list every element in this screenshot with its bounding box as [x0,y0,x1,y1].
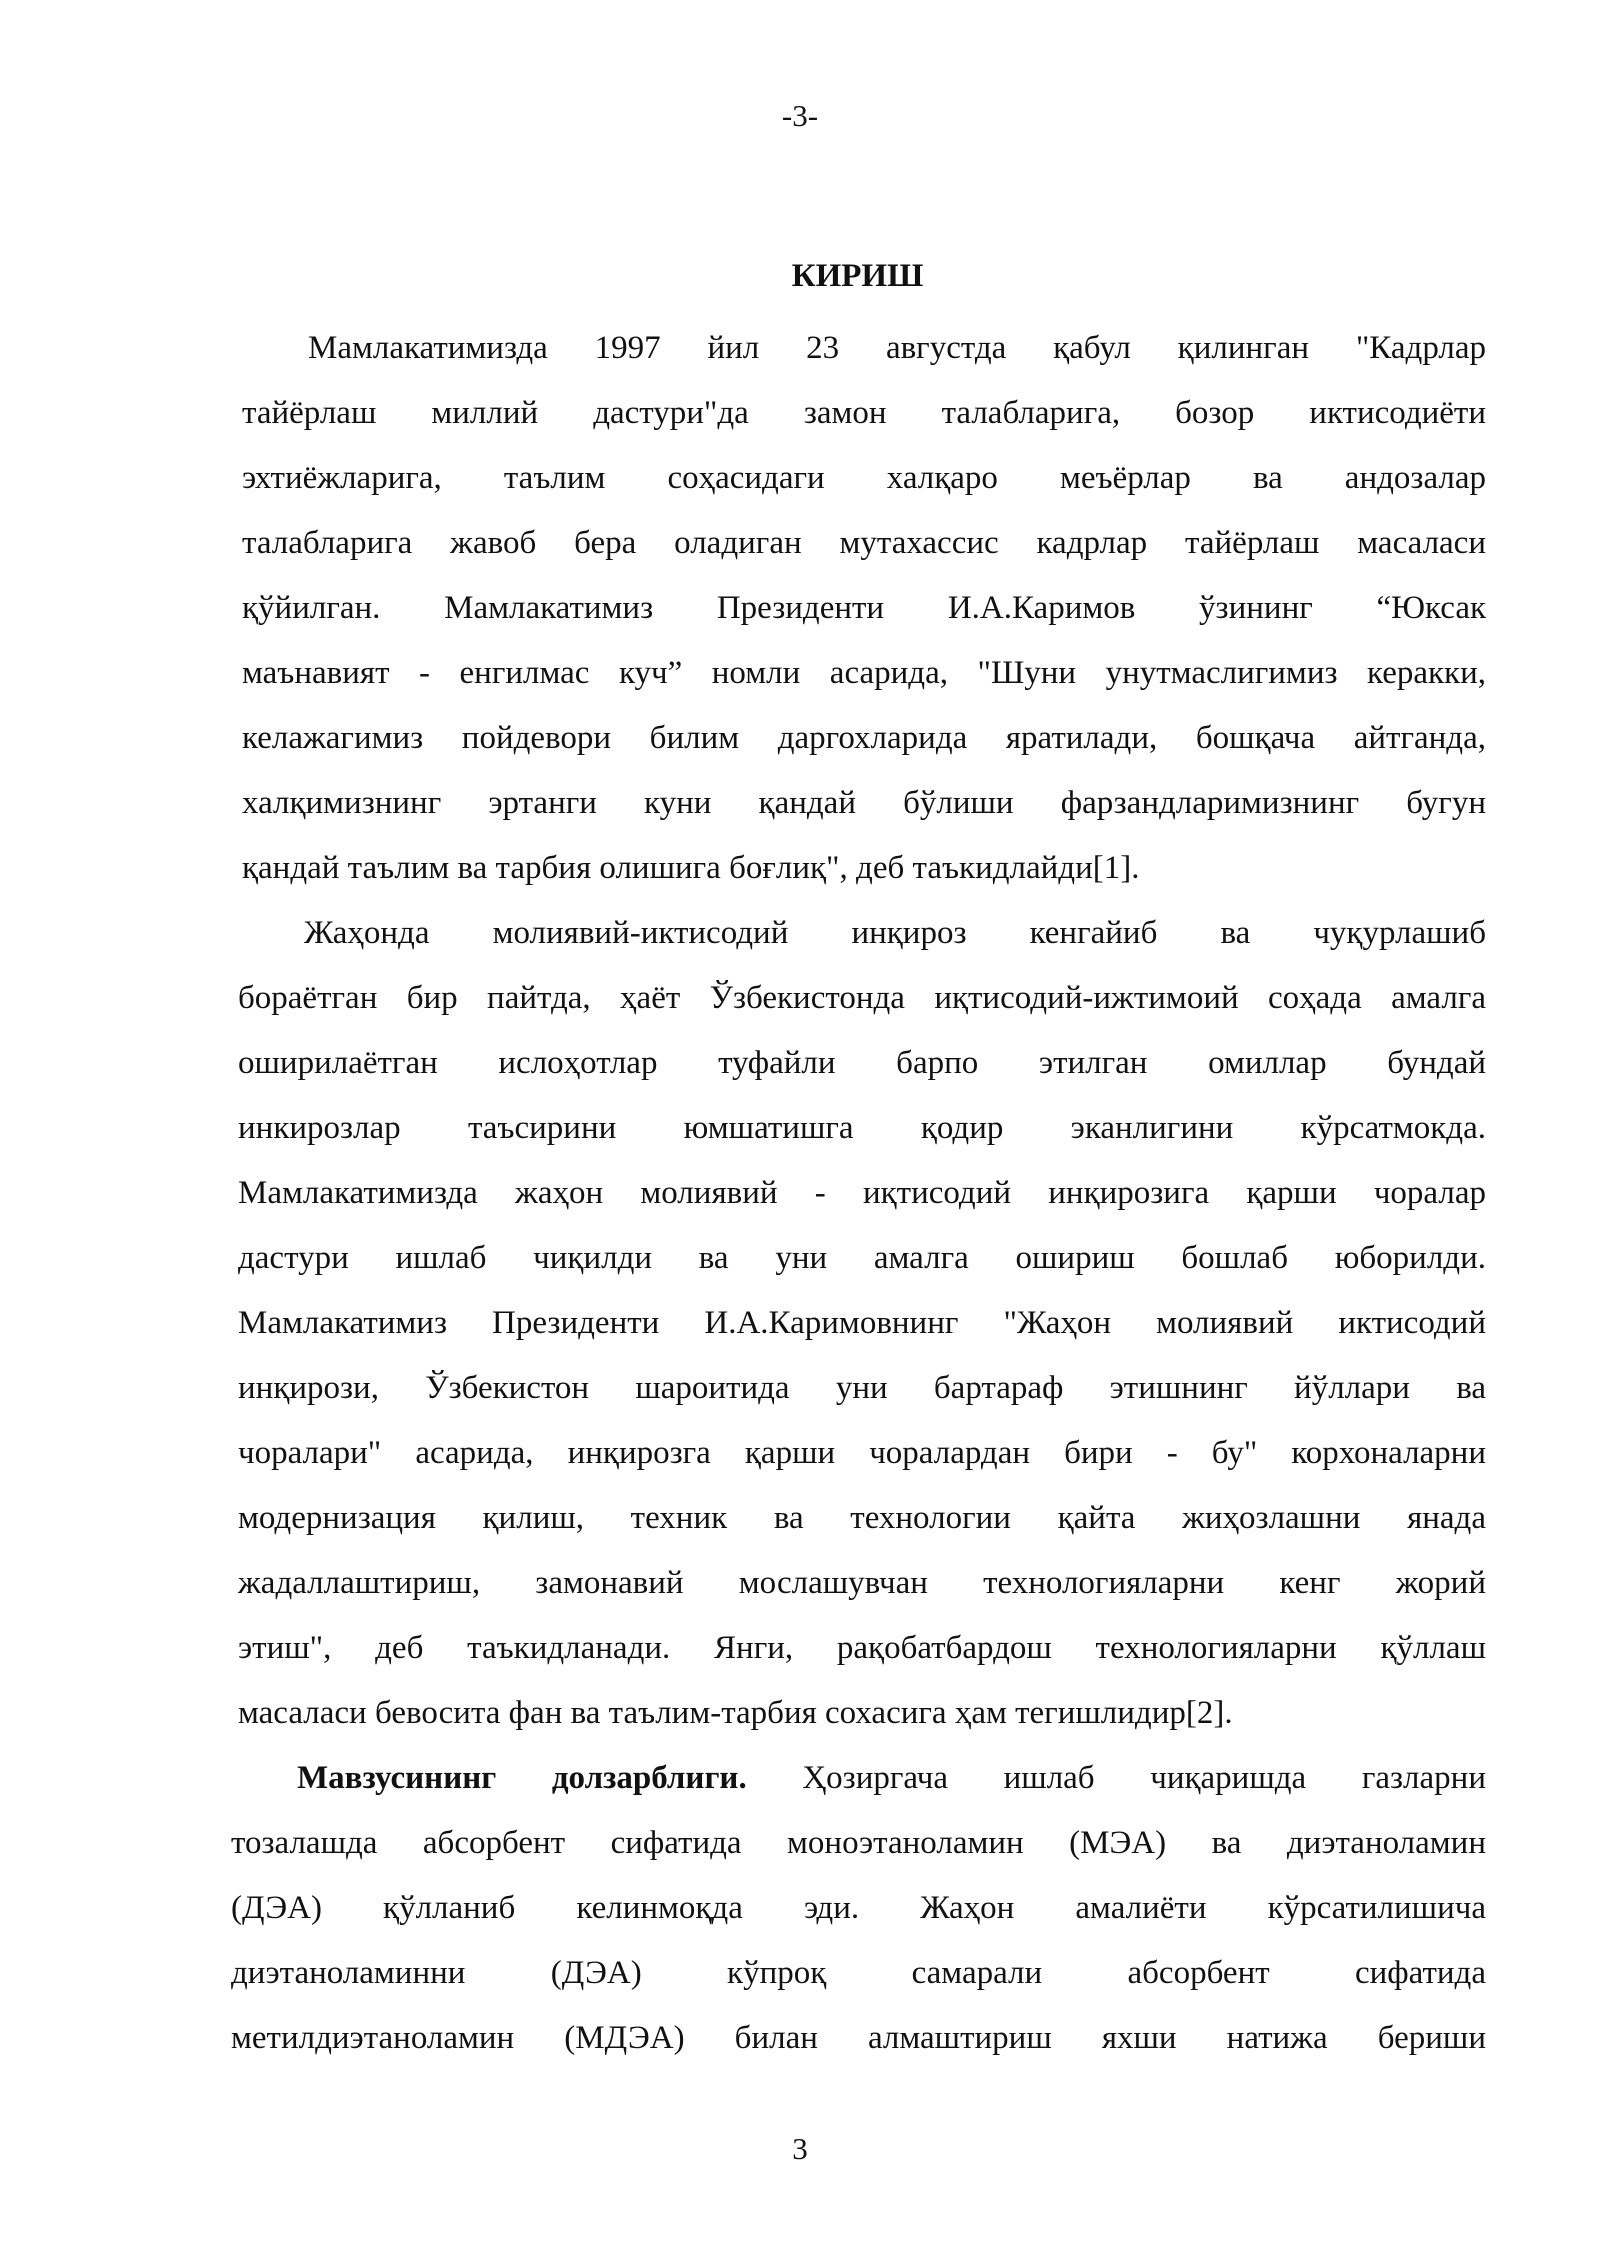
text-line: халқимизнинг эртанги куни қандай бўлиши фарзандларимизнинг бугун [242,785,1486,821]
text-line: талабларига жавоб бера оладиган мутахассис кадрлар тайёрлаш масаласи [242,525,1486,561]
text-line: этиш", деб таъкидланади. Янги, рақобатбардош технологияларни қўллаш [238,1630,1486,1666]
page-number: 3 [792,2131,808,2166]
text-line: қўйилган. Мамлакатимиз Президенти И.А.Каримов ўзининг “Юксак [242,590,1486,626]
text-line: диэтаноламинни (ДЭА) кўпроқ самарали абсорбент сифатида [231,1955,1486,1991]
text-line: жадаллаштириш, замонавий мослашувчан технологияларни кенг жорий [238,1565,1486,1601]
text-line [231,1746,1486,1811]
text-line: инқирози, Ўзбекистон шароитида уни бартараф этишнинг йўллари ва [238,1370,1486,1406]
paragraph-introduction [238,316,1486,901]
relevance-heading: Мавзусининг долзарблиги. [297,1760,747,1796]
text-line: дастури ишлаб чиқилди ва уни амалга ошириш бошлаб юборилди. [238,1240,1486,1276]
text-line: чоралари" асарида, инқирозга қарши чоралардан бири - бу" корхоналарни [238,1435,1486,1471]
text-line: Мамлакатимизда 1997 йил 23 августда қабул қилинган "Кадрлар [308,330,1486,366]
text-line: тозалашда абсорбент сифатида моноэтаноламин (МЭА) ва диэтаноламин [231,1825,1486,1861]
paragraph-relevance [231,1746,1486,2071]
text-line: Мамлакатимиз Президенти И.А.Каримовнинг "Жаҳон молиявий иктисодий [238,1305,1486,1341]
text-run: Ҳозиргача ишлаб чиқаришда газларни [746,1760,1486,1796]
section-title: КИРИШ [791,258,924,294]
text-line: маънавият - енгилмас куч” номли асарида, "Шуни унутмаслигимиз керакки, [242,655,1486,691]
text-line: Мамлакатимизда жаҳон молиявий - иқтисодий инқирозига қарши чоралар [238,1175,1486,1211]
paragraph-crisis [238,901,1486,1746]
text-line: тайёрлаш миллий дастури"да замон талабларига, бозор иктисодиёти [242,395,1486,431]
text-line: (ДЭА) қўлланиб келинмоқда эди. Жаҳон амалиёти кўрсатилишича [231,1890,1486,1926]
text-line: масаласи бевосита фан ва таълим-тарбия сохасига ҳам тегишлидир[2]. [238,1695,1233,1731]
text-line: келажагимиз пойдевори билим даргохларида яратилади, бошқача айтганда, [242,720,1486,756]
text-line: эхтиёжларига, таълим соҳасидаги халқаро меъёрлар ва андозалар [242,460,1486,496]
text-line: Жаҳонда молиявий-иктисодий инқироз кенгайиб ва чуқурлашиб [304,915,1486,951]
text-line: модернизация қилиш, техник ва технологии қайта жиҳозлашни янада [238,1500,1486,1536]
text-line: инкирозлар таъсирини юмшатишга қодир эканлигини кўрсатмокда. [238,1110,1486,1146]
text-line: бораётган бир пайтда, ҳаёт Ўзбекистонда иқтисодий-ижтимоий соҳада амалга [238,980,1486,1016]
text-line: қандай таълим ва тарбия олишига боғлиқ", деб таъкидлайди[1]. [242,850,1140,886]
text-line: оширилаётган ислоҳотлар туфайли барпо этилган омиллар бундай [238,1045,1486,1081]
text-line: метилдиэтаноламин (МДЭА) билан алмаштириш яхши натижа бериши [231,2020,1486,2056]
document-body [231,316,1486,2071]
page-header-marker: -3- [781,98,819,133]
